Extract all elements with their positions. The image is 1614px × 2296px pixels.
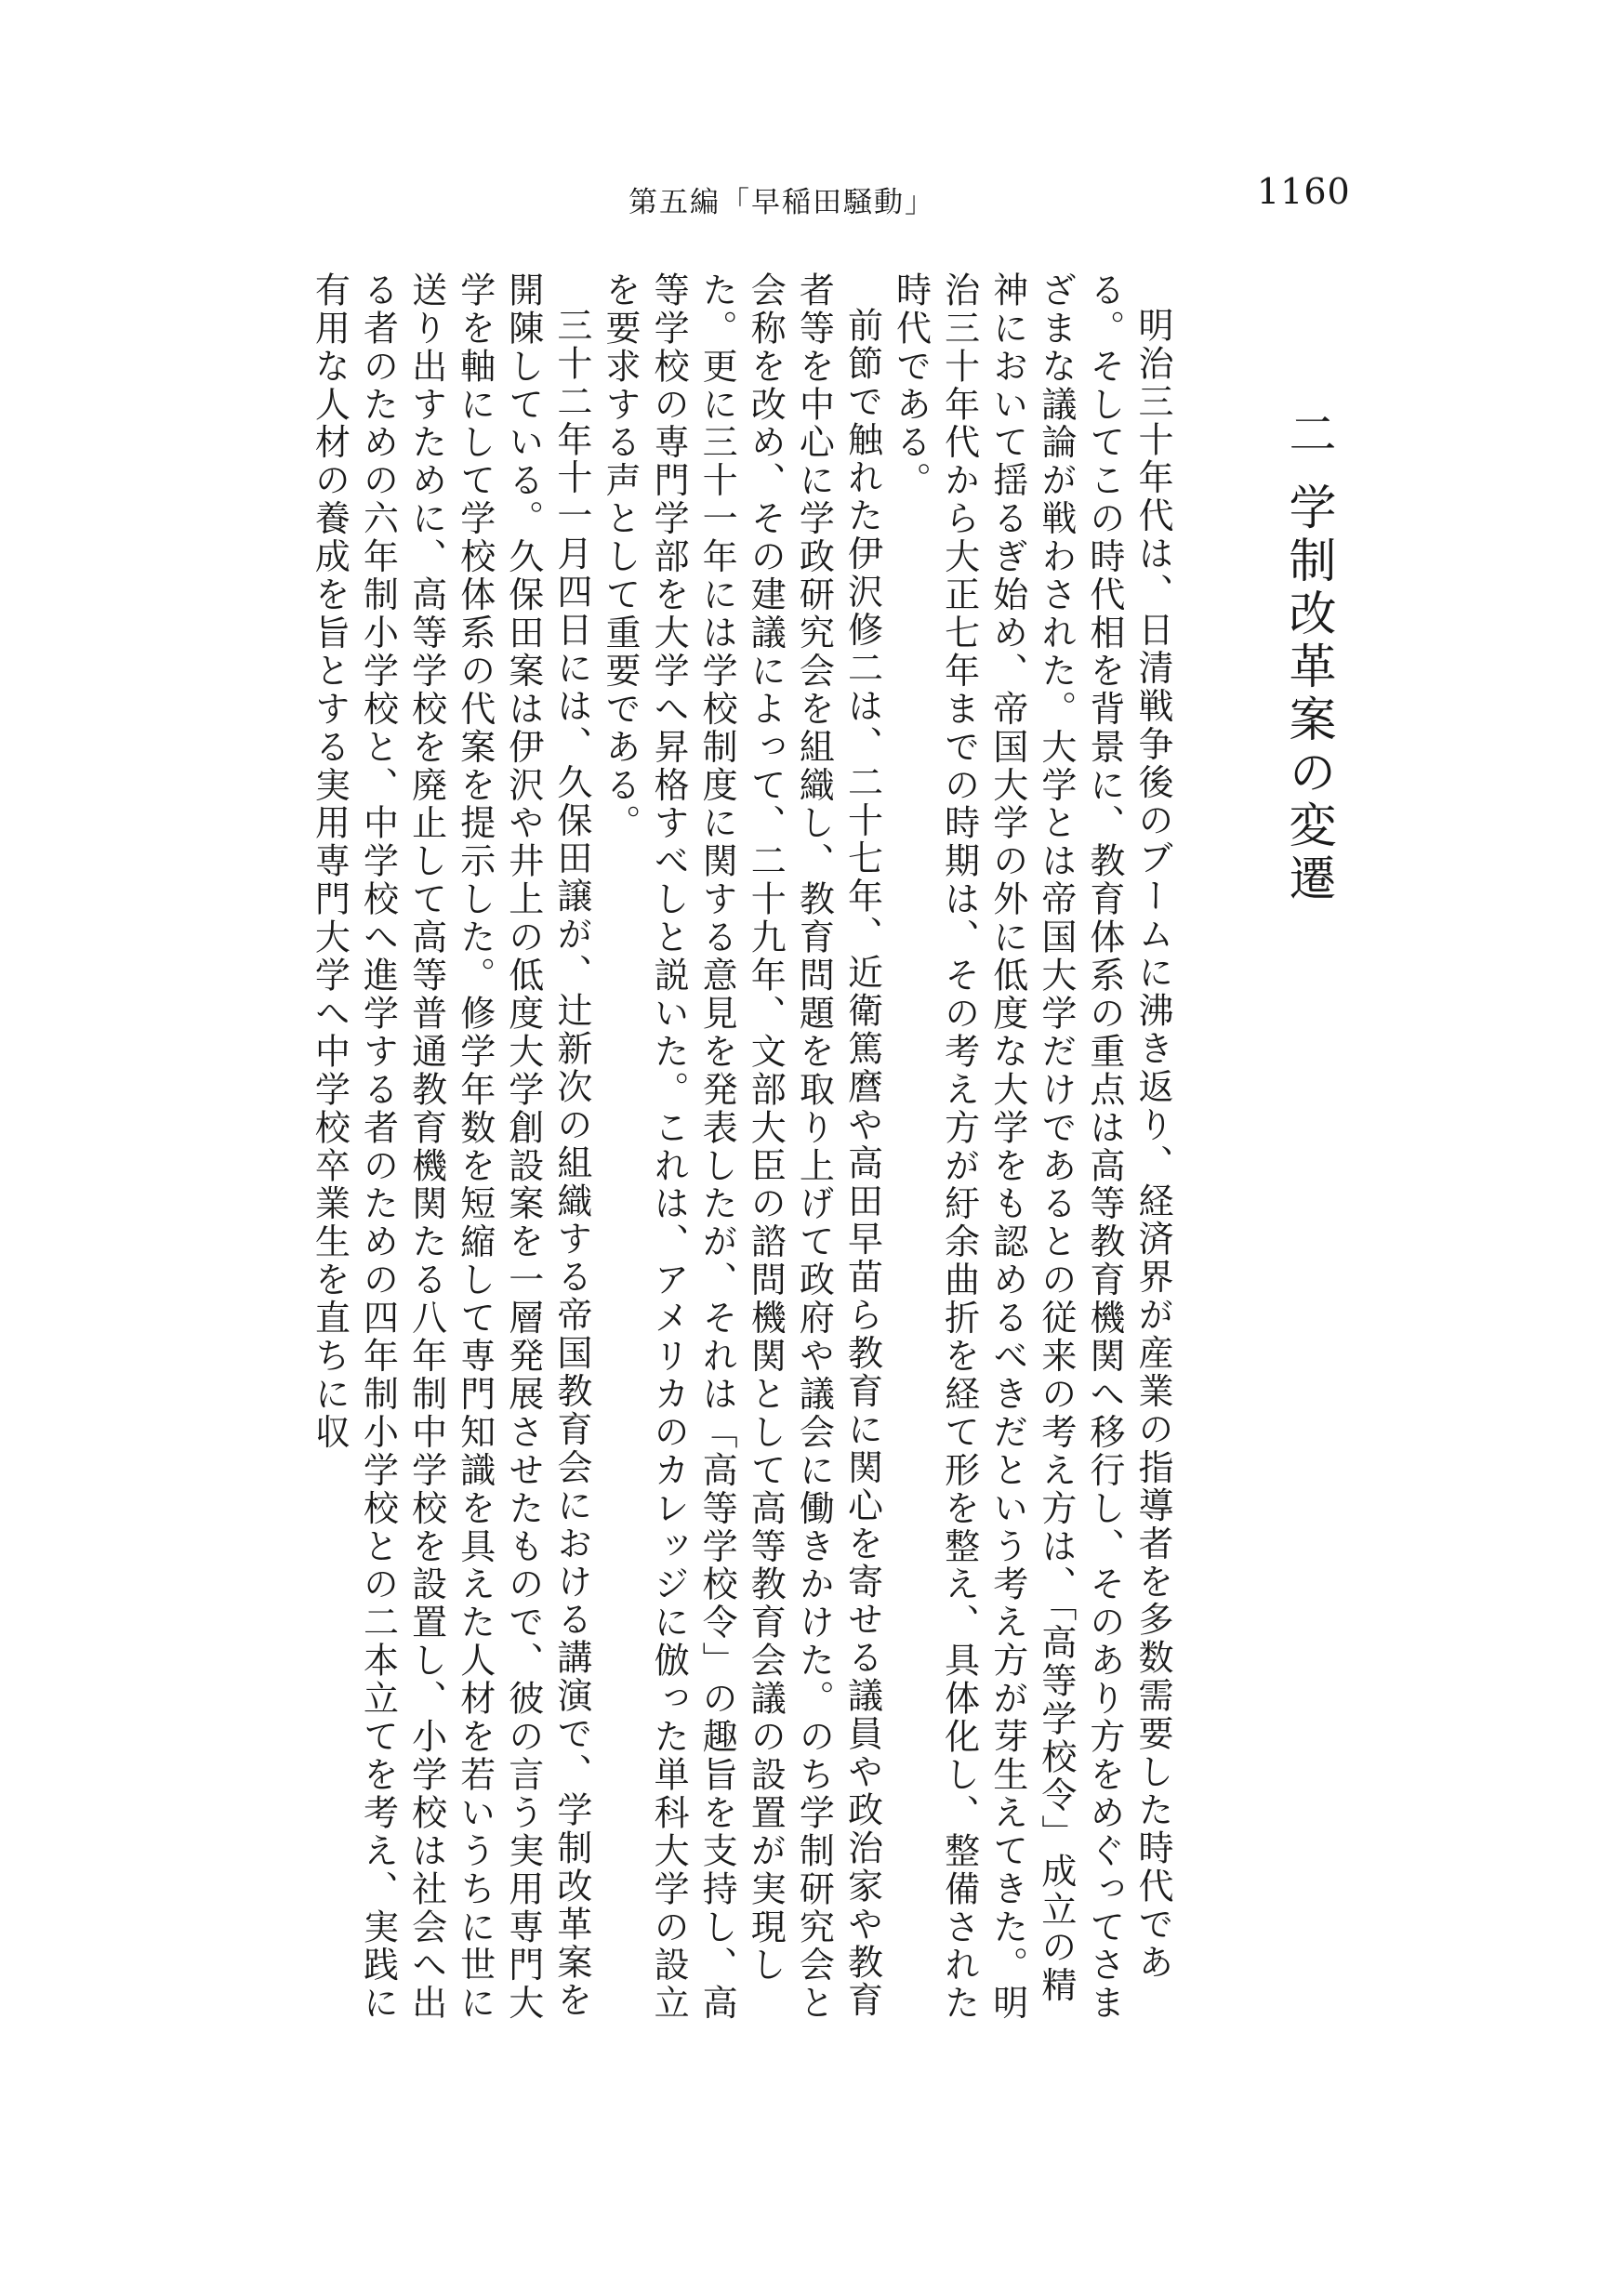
page-number: 1160 (1257, 171, 1351, 212)
body-text (186, 271, 1177, 2026)
paragraph: 三十二年十一月四日には、久保田譲が、辻新次の組織する帝国教育会における講演で、学制改革案を開陳している。久保田案は伊沢や井上の低度大学創設案を一層発展させたもので、彼の言う実用専門大学を軸にして学校体系の代案を提示した。修学年数を短縮して専門知識を具えた人材を若いうちに世に送り出すために、高等学校を廃止して高等普通教育機関たる八年制中学校を設置し、小学校は社会へ出る者のための六年制小学校と、中学校へ進学する者のための四年制小学校との二本立てを考え、実践に有用な人材の養成を旨とする実用専門大学へ中学校卒業生を直ちに収 (309, 271, 592, 2023)
running-header: 第五編「早稲田騒動」 (628, 186, 935, 219)
paragraph: 前節で触れた伊沢修二は、二十七年、近衛篤麿や高田早苗ら教育に関心を寄せる議員や政治家や教育者等を中心に学政研究会を組織し、教育問題を取り上げて政府や議会に働きかけた。のち学制研究会と会称を改め、その建議によって、二十九年、文部大臣の諮問機関として高等教育会議の設置が実現した。更に三十一年には学校制度に関する意見を発表したが、それは「高等学校令」の趣旨を支持し、高等学校の専門学部を大学へ昇格すべしと説いた。これは、アメリカのカレッジに倣った単科大学の設立を要求する声として重要である。 (599, 271, 883, 2023)
section-title: 二 学制改革案の変遷 (1280, 409, 1335, 907)
paragraph: 明治三十年代は、日清戦争後のブームに沸き返り、経済界が産業の指導者を多数需要した時代である。そしてこの時代相を背景に、教育体系の重点は高等教育機関へ移行し、そのあり方をめぐってさまざまな議論が戦わされた。大学とは帝国大学だけであるとの従来の考え方は、「高等学校令」成立の精神において揺るぎ始め、帝国大学の外に低度な大学をも認めるべきだという考え方が芽生えてきた。明治三十年代から大正七年までの時期は、その考え方が紆余曲折を経て形を整え、具体化し、整備された時代である。 (890, 271, 1173, 2023)
